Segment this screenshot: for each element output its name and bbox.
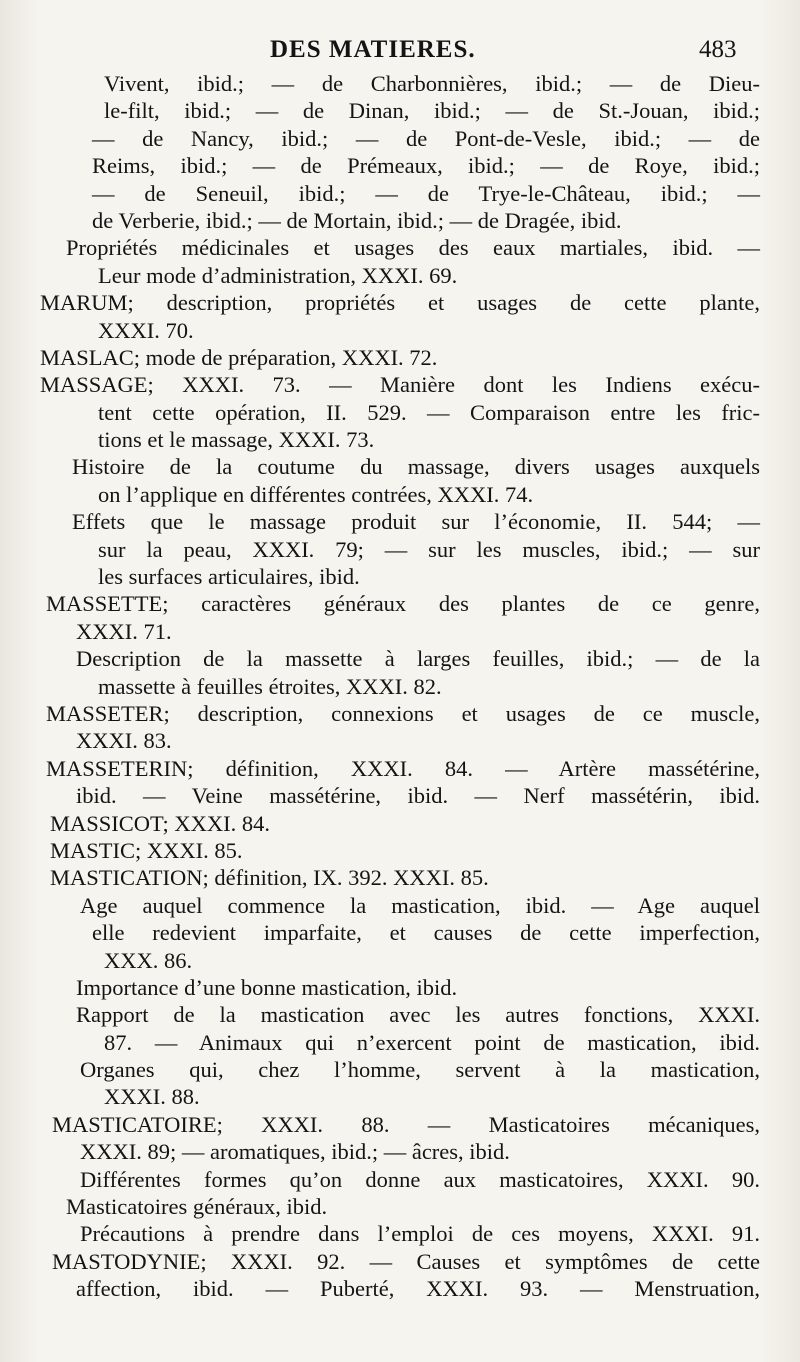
index-line: Effets que le massage produit sur l’économie, II. 544; —	[72, 509, 760, 535]
index-line: les surfaces articulaires, ibid.	[98, 564, 360, 590]
index-line: affection, ibid. — Puberté, XXXI. 93. — Menstruation,	[76, 1276, 760, 1302]
index-line: 87. — Animaux qui n’exercent point de mastication, ibid.	[104, 1029, 760, 1055]
index-line: MASLAC; mode de préparation, XXXI. 72.	[40, 344, 438, 370]
running-title: DES MATIERES.	[270, 36, 476, 63]
index-line: tions et le massage, XXXI. 73.	[98, 427, 375, 453]
page-number: 483	[699, 36, 737, 63]
index-line: de Verberie, ibid.; — de Mortain, ibid.; — de Dragée, ibid.	[92, 207, 622, 233]
index-line: MASSICOT; XXXI. 84.	[50, 810, 271, 836]
index-line: Vivent, ibid.; — de Charbonnières, ibid.; — de Dieu-	[104, 71, 760, 96]
index-line: Leur mode d’administration, XXXI. 69.	[98, 262, 458, 288]
index-line: Propriétés médicinales et usages des eaux martiales, ibid. —	[66, 235, 760, 261]
index-line: MASTIC; XXXI. 85.	[50, 837, 243, 863]
index-line: MASSETERIN; définition, XXXI. 84. — Artère massétérine,	[46, 755, 760, 781]
index-line: MASTICATOIRE; XXXI. 88. — Masticatoires mécaniques,	[52, 1111, 760, 1137]
index-line: Importance d’une bonne mastication, ibid.	[76, 974, 458, 1000]
index-line: MASSETER; description, connexions et usages de ce muscle,	[46, 700, 760, 726]
index-line: XXXI. 88.	[104, 1084, 200, 1110]
index-line: tent cette opération, II. 529. — Comparaison entre les fric-	[98, 399, 760, 425]
index-line: Description de la massette à larges feuilles, ibid.; — de la	[76, 646, 760, 672]
index-line: Différentes formes qu’on donne aux masticatoires, XXXI. 90.	[80, 1166, 760, 1192]
index-line: Rapport de la mastication avec les autres fonctions, XXXI.	[76, 1002, 760, 1028]
index-line: MASSETTE; caractères généraux des plantes de ce genre,	[46, 591, 760, 617]
index-line: XXXI. 83.	[76, 728, 172, 754]
index-line: Masticatoires généraux, ibid.	[66, 1194, 328, 1220]
index-line: sur la peau, XXXI. 79; — sur les muscles, ibid.; — sur	[98, 536, 760, 562]
index-line: Reims, ibid.; — de Prémeaux, ibid.; — de Roye, ibid.;	[92, 153, 760, 179]
index-line: ibid. — Veine massétérine, ibid. — Nerf massétérin, ibid.	[76, 783, 760, 809]
index-line: XXXI. 71.	[76, 618, 172, 644]
index-line: Précautions à prendre dans l’emploi de ces moyens, XXXI. 91.	[80, 1221, 760, 1247]
index-line: XXXI. 70.	[98, 317, 194, 343]
index-line: MASSAGE; XXXI. 73. — Manière dont les Indiens exécu-	[40, 372, 760, 398]
index-line: MARUM; description, propriétés et usages de cette plante,	[40, 290, 760, 316]
index-line: — de Seneuil, ibid.; — de Trye-le-Château, ibid.; —	[92, 180, 760, 206]
index-line: MASTICATION; définition, IX. 392. XXXI. 85.	[50, 865, 489, 891]
index-line: XXX. 86.	[104, 947, 193, 973]
index-line: Organes qui, chez l’homme, servent à la mastication,	[80, 1057, 760, 1083]
index-line: Age auquel commence la mastication, ibid. — Age auquel	[80, 892, 760, 918]
page-header	[0, 30, 800, 70]
index-line: on l’applique en différentes contrées, XXXI. 74.	[98, 481, 534, 507]
index-line: le-filt, ibid.; — de Dinan, ibid.; — de St.-Jouan, ibid.;	[104, 98, 760, 124]
index-line: massette à feuilles étroites, XXXI. 82.	[98, 673, 442, 699]
index-line: XXXI. 89; — aromatiques, ibid.; — âcres, ibid.	[80, 1139, 510, 1165]
index-line: — de Nancy, ibid.; — de Pont-de-Vesle, ibid.; — de	[92, 125, 760, 151]
index-line: elle redevient imparfaite, et causes de cette imperfection,	[92, 920, 760, 946]
index-line: Histoire de la coutume du massage, divers usages auxquels	[72, 454, 760, 480]
index-line: MASTODYNIE; XXXI. 92. — Causes et symptômes de cette	[52, 1248, 760, 1274]
index-entries	[0, 70, 800, 1303]
